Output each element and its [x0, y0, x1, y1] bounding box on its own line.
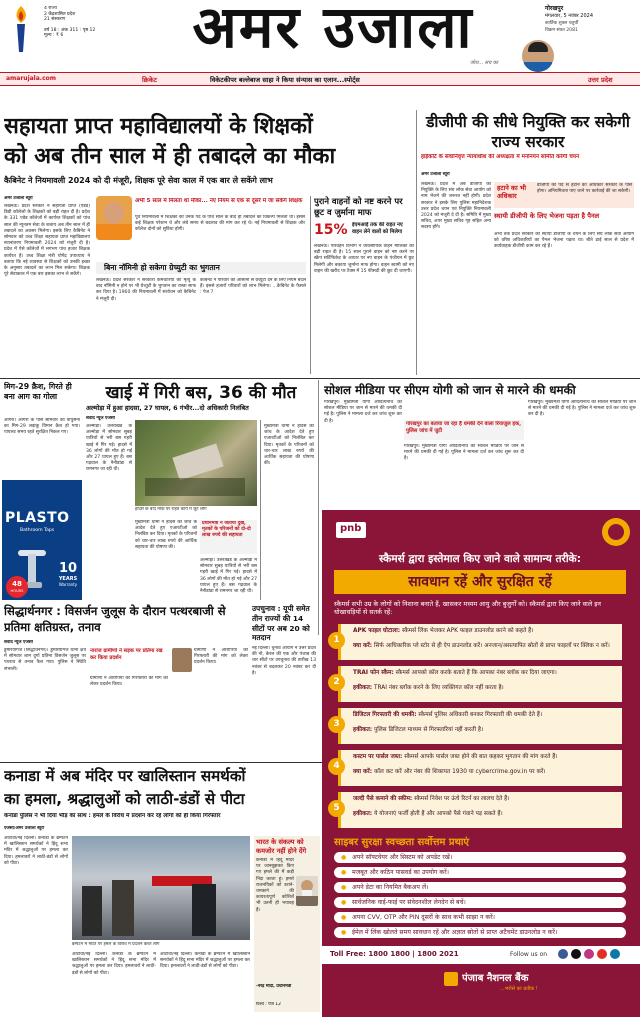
pnb-item-text: स्कैमर्स आपको कॉल करके बताते हैं कि आपका नंबर ब्लॉक कर दिया जाएगा।: [395, 670, 557, 676]
siddharth-headline: सिद्धार्थनगर : विसर्जन जुलूस के दौरान पत्थरबाजी से प्रतिमा क्षतिग्रस्त, तनाव: [4, 604, 226, 634]
torch-logo-icon: [8, 4, 34, 56]
warranty-years: 10: [58, 561, 78, 576]
modi-box-head: भारत के संकल्प को कमजोर नहीं होने देंगे: [256, 838, 307, 855]
pnb-item-title: डिजिटल गिरफ्तारी की धमकी:: [353, 712, 417, 718]
pnb-tip: ● सार्वजनिक वाई-फाई पर संवेदनशील लेनदेन से बचें।: [334, 897, 626, 908]
warranty-badge: [56, 562, 80, 596]
date: मंगलवार, 5 नवंबर 2024: [545, 13, 594, 19]
pnb-item-text: स्कैमर्स लिंक भेजकर APK फाइल डाउनलोड करने को कहते हैं।: [401, 628, 534, 634]
pnb-item-title: TRAI फोन स्कैम:: [353, 670, 394, 676]
bypoll-headline: उपचुनाव : यूपी समेत तीन राज्यों की 14 सीटों पर अब 20 को मतदान: [252, 604, 310, 643]
dgp-box-head: हटाने का भी अधिकार: [497, 184, 526, 200]
siddharth-byline: संवाद न्यूज एजेंसी: [4, 640, 33, 645]
siddharth-box-head: नाराज ग्रामीणों ने सड़क पर प्रतिमा रख कर किया प्रदर्शन: [90, 648, 163, 661]
quote-head: अभी 5 साल में मिलता था मौका... नए नियम से एक से दूसरे में जा सकेंगे शिक्षक: [135, 198, 303, 204]
canada-photo-caption: ब्रैम्पटन में मंदिर पर हमले के विरोध में प्रदर्शन करते लोग: [72, 942, 160, 947]
pnb-tips-title: साइबर सुरक्षा स्वच्छता सर्वोत्तम प्रथाएं: [334, 837, 470, 848]
pnb-footer-tag: ...भरोसे का प्रतीक !: [500, 986, 538, 992]
bus-body-4: मुख्यमंत्री धामी ने हादसे की जांच के आदेश देते हुए एआरटीओ को निलंबित कर दिया। मृतकों के परिजनों को चार-चार लाख रुपये की आर्थिक सहायता की घोषणा की।: [264, 424, 314, 467]
gratuity-head: बिना नॉमिनी हो सकेगा ग्रेच्युटी का भुगतान: [104, 263, 220, 272]
vehicle-head: पुराने वाहनों को नष्ट करने पर छूट व जुर्माना माफ: [314, 196, 403, 217]
masthead: [0, 0, 640, 90]
pnb-item: [333, 624, 622, 660]
bus-headline: खाई में गिरी बस, 36 की मौत: [105, 383, 297, 403]
tagline-states: 4 राज्य: [44, 6, 57, 11]
warranty-label: YEARS: [58, 576, 78, 582]
mig-headline: मिग-29 क्रैश, गिरते ही बना आग का गोला: [4, 382, 72, 401]
pnb-item-answer-text: पुलिस डिजिटल माध्यम से गिरफ्तारियां नहीं करती है।: [373, 727, 484, 733]
tagline-editions: 21 संस्करण: [44, 17, 65, 23]
pnb-tip: ● अपने डेटा का नियमित बैकअप लें।: [334, 882, 626, 893]
pnb-follow: Follow us on: [510, 951, 548, 958]
bus-photo: [135, 420, 257, 506]
pnb-intro: स्कैमर्स सभी उम्र के लोगों को निशाना बनाते हैं, खासकर मध्यम आयु और बुजुर्गों को। स्कैमर्स द्वारा किए जाने वाले इन धोखाधड़ियों से सतर्क रहें:: [334, 600, 601, 617]
pnb-item: [333, 708, 622, 744]
pnb-banner-text: सावधान रहें और सुरक्षित रहें: [408, 574, 552, 590]
youtube-icon[interactable]: [597, 949, 607, 959]
pnb-item-answer: हकीकत:: [353, 727, 373, 733]
social-body-2: गोरखपुर। मुख्यमंत्री योगी आदित्यनाथ को सोशल मीडिया पर जान से मारने की धमकी दी गई है। पुलिस ने मामला दर्ज कर जांच शुरू कर दी है।: [404, 444, 524, 462]
pnb-tollfree[interactable]: Toll Free: 1800 1800 | 1800 2021: [330, 950, 459, 958]
modi-photo: [296, 876, 318, 906]
dgp-subhead: हाईकोर्ट के सेवानिवृत्त न्यायाधीश की अध्यक्षता में मनोनयन समिति करेगी चयन: [421, 154, 580, 160]
police-photo: [172, 648, 192, 672]
siddharth-box-body: ग्रामीणों ने आरोपियों की गिरफ्तारी की मांग को लेकर प्रदर्शन किया।: [90, 676, 168, 688]
pnb-item-answer: हकीकत:: [353, 811, 373, 817]
pnb-item-title: कस्टम पर पार्सल जब्त:: [353, 754, 403, 760]
masthead-title: अमर उजाला: [192, 0, 474, 61]
delivery-label: HOURS: [10, 589, 24, 593]
pnb-item-text: स्कैमर्स पुलिस अधिकारी बनकर गिरफ्तारी की धमकी देते हैं।: [418, 712, 543, 718]
modi-box-body: कनाडा में हिंदू मंदिर पर जानबूझकर किए गए हमले की मैं कड़ी निंदा करता हूं। हमारे राजनयिकों को डराने-धमकाने की कायरतापूर्ण कोशिशें भी उतनी ही भयावह हैं।: [256, 858, 294, 913]
instagram-icon[interactable]: [584, 949, 594, 959]
plasto-brand: PLASTO: [5, 510, 70, 526]
pnb-item-text: स्कैमर्स निवेश पर ऊंचे रिटर्न का लालच देते हैं।: [414, 796, 510, 802]
pnb-item-answer: हकीकत:: [353, 685, 373, 691]
pnb-tip: ● ईमेल में लिंक खोलते समय सावधान रहें और अज्ञात स्रोतों से प्राप्त अटैचमेंट डाउनलोड न करें।: [334, 927, 626, 938]
dgp-box-body: डीजीपी को पद से हटाने का अधिकार सरकार के पास होगा। अनियमितता पाए जाने पर कार्रवाई की जा सकेगी।: [537, 183, 632, 195]
canada-body-2: ओटावा/नई दिल्ली। कनाडा के ब्रैम्पटन में खालिस्तान समर्थकों ने हिंदू सभा मंदिर में श्रद्धालुओं पर हमला कर दिया। हमलावरों ने लाठी-डंडों से लोगों को पीटा।: [72, 952, 156, 976]
dgp-side-body: अभी तक प्रदेश सरकार को स्थायी डीजीपी के चयन के लिए संघ लोक सेवा आयोग को वरिष्ठ अधिकारियों का पैनल भेजना पड़ता था। बीते ढाई साल से प्रदेश में कार्यवाहक डीजीपी काम कर रहे हैं।: [494, 232, 634, 250]
bus-subhead: अल्मोड़ा में हुआ हादसा, 27 घायल, 6 गंभीर...दो अधिकारी निलंबित: [86, 404, 249, 412]
edition-info: [44, 6, 124, 39]
flash-label: क्रिकेट: [142, 76, 157, 84]
yogi-photo: [96, 196, 132, 240]
lead-headline-2: को अब तीन साल में ही तबादले का मौका: [4, 144, 336, 169]
canada-body: ओटावा/नई दिल्ली। कनाडा के ब्रैम्पटन में खालिस्तान समर्थकों ने हिंदू सभा मंदिर में श्रद्धालुओं पर हमला कर दिया। हमलावरों ने लाठी-डंडों से लोगों को पीटा।: [4, 836, 68, 866]
pnb-footer-brand: पंजाब नैशनल बैंक: [462, 973, 529, 984]
pnb-item-problem: [353, 628, 616, 636]
pnb-item-number: 4: [328, 758, 345, 775]
pnb-item-answer-text: कॉल कट करें और नंबर की शिकायत 1930 या cybercrime.gov.in पर करें।: [373, 769, 546, 775]
plasto-tagline: Bathroom Taps: [20, 528, 55, 533]
pnb-item-number: 5: [328, 800, 345, 817]
lead-subhead: कैबिनेट ने नियमावली 2024 को दी मंजूरी, शिक्षक पूरे सेवा काल में एक बार ले सकेंगे लाभ: [4, 176, 273, 185]
social-headline: सोशल मीडिया पर सीएम योगी को जान से मारने की धमकी: [324, 383, 576, 397]
canada-body-3: ओटावा/नई दिल्ली। कनाडा के ब्रैम्पटन में खालिस्तान समर्थकों ने हिंदू सभा मंदिर में श्रद्धालुओं पर हमला कर दिया। हमलावरों ने लाठी-डंडों से लोगों को पीटा।: [160, 952, 250, 970]
price: मूल्य : ₹ 6: [44, 33, 64, 39]
delivery-badge: [6, 576, 28, 598]
gratuity-col2: कैबिनेट ने परिवार को आसानी से ग्रेच्युटी देने के लिए नियम बदले हैं। इससे हजारों परिवारों को लाभ मिलेगा। ...कैबिनेट के फैसले : पेज 7: [200, 278, 306, 296]
lead-headline-1: सहायता प्राप्त महाविद्यालयों के शिक्षकों: [4, 114, 313, 139]
pnb-item-solution: [353, 643, 616, 651]
tagline-uts: 2 केंद्रशासित प्रदेश: [44, 11, 76, 17]
pnb-item-answer-text: TRAI नंबर ब्लॉक करने के लिए व्यक्तिगत कॉल नहीं करता है।: [373, 685, 504, 691]
canada-headline-1: कनाडा में अब मंदिर पर खालिस्तान समर्थकों: [4, 767, 246, 785]
hanuman-emblem-icon: [602, 518, 630, 546]
bus-body-3: अल्मोड़ा। उत्तराखंड के अल्मोड़ा में सोमवार सुबह यात्रियों से भरी बस गहरी खाई में गिर गई। हादसे में 36 लोगों की मौत हो गई और 27 घायल हुए हैं। बस गढ़वाल के नैनीडांडा से रामनगर जा रही थी।: [200, 558, 257, 595]
lead-body: लखनऊ। प्रदेश सरकार ने सहायता प्राप्त (एडेड) डिग्री कॉलेजों के शिक्षकों को बड़ी राहत दी है। प्रदेश के 331 एडेड कॉलेजों में कार्यरत शिक्षकों को पांच साल की न्यूनतम सेवा के बजाय अब तीन साल में ही तबादले का अवसर मिलेगा। इसके लिए कैबिनेट ने सोमवार को उच्च शिक्षा सहायता प्राप्त महाविद्यालय स्थानांतरण नियमावली 2024 को मंजूरी दी है। प्रदेश में ऐसे कॉलेजों में लगभग पांच हजार शिक्षक कार्यरत हैं। उच्च शिक्षा मंत्री योगेंद्र उपाध्याय ने बताया कि नई व्यवस्था से शिक्षकों को उनकी इच्छा के अनुसार तबादले का लाभ मिल सकेगा। शिक्षक पूरे सेवाकाल में एक बार इसका लाभ ले सकेंगे।: [4, 204, 90, 278]
canada-headline-2: का हमला, श्रद्धालुओं को लाठी-डंडों से पीटा: [4, 790, 245, 808]
social-body: गोरखपुर। मुख्यमंत्री योगी आदित्यनाथ को सोशल मीडिया पर जान से मारने की धमकी दी गई है। पुलिस ने मामला दर्ज कर जांच शुरू कर दी है।: [324, 400, 402, 424]
plasto-ad[interactable]: [2, 480, 82, 600]
pnb-item-solution: [353, 727, 616, 735]
pnb-item-problem: [353, 670, 616, 678]
vikram-samvat: विक्रम संवत 2081: [545, 28, 578, 33]
pnb-item-number: 2: [328, 674, 345, 691]
pnb-tip: ● अपना CVV, OTP और PIN दूसरों के साथ कभी साझा न करें।: [334, 912, 626, 923]
motto: जोश... सच का: [470, 60, 499, 66]
pnb-item: [333, 792, 622, 828]
bus-body-2: मुख्यमंत्री धामी ने हादसे की जांच के आदेश देते हुए एआरटीओ को निलंबित कर दिया। मृतकों के परिजनों को चार-चार लाख रुपये की आर्थिक सहायता की घोषणा की।: [135, 520, 197, 550]
pnb-item-problem: [353, 712, 616, 720]
bypoll-body: नई दिल्ली। चुनाव आयोग ने उत्तर प्रदेश की नौ, केरल की एक और पंजाब की चार सीटों पर उपचुनाव की तारीख 13 नवंबर से बदलकर 20 नवंबर कर दी है।: [252, 646, 316, 676]
pnb-item-number: 1: [328, 632, 345, 649]
vehicle-body: लखनऊ। परिवहन विभाग ने व्यवसायिक वाहन मालिकों को बड़ी राहत दी है। 15 साल पुराने वाहन को नष्ट करने पर स्क्रैप सर्टिफिकेट के आधार पर नए वाहन के पंजीयन में छूट मिलेगी और बकाया जुर्माना माफ होगा। वाहन स्वामी को नए वाहन की खरीद पर टैक्स में 15 फीसदी की छूट दी जाएगी।: [314, 244, 414, 274]
dgp-side-head: स्थायी डीजीपी के लिए भेजना पड़ता है पैनल: [494, 212, 600, 220]
dgp-headline: डीजीपी की सीधे नियुक्ति कर सकेगी राज्य सरकार: [426, 113, 630, 151]
pnb-item-solution: [353, 769, 616, 777]
pnb-tip: ● मजबूत और कठिन पासवर्ड का उपयोग करें।: [334, 867, 626, 878]
siddharth-body-2: ग्रामीणों ने आरोपियों की गिरफ्तारी की मांग को लेकर प्रदर्शन किया।: [194, 648, 248, 666]
warranty-sub: Warranty: [58, 582, 78, 587]
pnb-item-answer: क्या करें:: [353, 769, 373, 775]
pnb-item-title: जल्दी पैसे कमाने की स्कीम:: [353, 796, 413, 802]
pnb-item-solution: [353, 811, 616, 819]
bus-byline: संवाद न्यूज एजेंसी: [86, 416, 115, 421]
website-link[interactable]: amarujala.com: [6, 75, 57, 82]
mig-body: आगरा। आगरा के पास सोमवार को वायुसेना का मिग-29 लड़ाकू विमान क्रैश हो गया। पायलट समय रहते सुरक्षित निकल गए।: [4, 418, 80, 436]
pnb-logo: [336, 522, 366, 538]
linkedin-icon[interactable]: [610, 949, 620, 959]
vehicle-sub: ईएमआई तक की राहत नए वाहन लेने वालों को मिलेगा: [352, 222, 403, 235]
social-body-3: गोरखपुर। मुख्यमंत्री योगी आदित्यनाथ को सोशल मीडिया पर जान से मारने की धमकी दी गई है। पुलिस ने मामला दर्ज कर जांच शुरू कर दी है।: [528, 400, 636, 418]
modi-sign: -नरेंद्र मोदी, प्रधानमंत्री: [256, 984, 292, 989]
pnb-item-number: 3: [328, 716, 345, 733]
pnb-logo-text: pnb: [340, 523, 362, 534]
social-box-text: गोरखपुर का बताया जा रहा है धमकी देने वाला रियाजुल हक, पुलिस जांच में जुटी: [406, 421, 522, 434]
state-label: उत्तर प्रदेश: [588, 76, 613, 84]
siddharth-body: डुमरियागंज (सिद्धार्थनगर)। डुमरियागंज थाना क्षेत्र में सोमवार शाम दुर्गा प्रतिमा विसर्जन जुलूस पर पथराव से तनाव फैल गया। पुलिस ने स्थिति संभाली।: [4, 648, 86, 672]
dgp-body: लखनऊ। प्रदेश में अब डीजीपी की नियुक्ति के लिए संघ लोक सेवा आयोग को नाम भेजने की जरूरत नहीं होगी। प्रदेश सरकार ने इसके लिए पुलिस महानिदेशक उत्तर प्रदेश चयन एवं नियुक्ति नियमावली 2024 को मंजूरी दे दी है। समिति में मुख्य सचिव, अपर मुख्य सचिव गृह सहित अन्य सदस्य होंगे।: [421, 182, 491, 231]
bus-pm-text: प्रधानमंत्री ने जताया दुख, मृतकों के परिजनों को दो-दो लाख रुपये की सहायता: [202, 521, 251, 539]
social-icons[interactable]: [558, 949, 638, 961]
pnb-footer-logo-icon: [444, 972, 458, 986]
city: गोरखपुर: [545, 5, 564, 12]
gratuity-body: लखनऊ। प्रदेश सरकार ने सरकारी कर्मचारियों की मृत्यु के बाद नॉमिनी न होने पर भी ग्रेच्युटी के भुगतान का रास्ता साफ कर दिया है। 1960 की नियमावली में संशोधन को कैबिनेट ने मंजूरी दी।: [96, 278, 196, 302]
canada-photo: [72, 836, 250, 940]
dgp-byline: अमर उजाला ब्यूरो: [421, 172, 450, 177]
x-icon[interactable]: [571, 949, 581, 959]
pnb-item-problem: [353, 796, 616, 804]
pnb-item: [333, 666, 622, 702]
lead-byline: अमर उजाला ब्यूरो: [4, 196, 33, 201]
bus-photo-caption: हादसे के बाद मौके पर राहत कार्य में जुटे लोग: [135, 507, 207, 512]
pnb-item-answer-text: ये योजनाएं फर्जी होती हैं और आपको पैसे गंवाने पड़ सकते हैं।: [373, 811, 503, 817]
pnb-tip: ● अपने सॉफ्टवेयर और सिस्टम को अपडेट रखें।: [334, 852, 626, 863]
flash-text: विकेटकीपर बल्लेबाज साहा ने किया संन्यास का एलान...स्पोर्ट्स: [210, 76, 360, 84]
cricketer-photo: [522, 40, 554, 72]
facebook-icon[interactable]: [558, 949, 568, 959]
pnb-item-title: APK फाइल घोटाला:: [353, 628, 401, 634]
pnb-item-answer: क्या करें:: [353, 643, 373, 649]
canada-byline: एजेंसी/अमर उजाला ब्यूरो: [4, 826, 45, 831]
date-block: [545, 4, 635, 33]
bus-body: अल्मोड़ा। उत्तराखंड के अल्मोड़ा में सोमवार सुबह यात्रियों से भरी बस गहरी खाई में गिर गई। हादसे में 36 लोगों की मौत हो गई और 27 घायल हुए हैं। बस गढ़वाल के नैनीडांडा से रामनगर जा रही थी।: [86, 424, 132, 473]
vehicle-pct: 15%: [314, 222, 348, 238]
quote-body: पूर्व नियमावली में शिक्षकों को उनके पद के पांच साल के बाद ही तबादले का विकल्प मिलता था। इससे कई शिक्षक परेशान थे और लंबे समय से बदलाव की मांग कर रहे थे। नई नियमावली से शिक्षक और कॉलेज दोनों को सुविधा होगी।: [135, 215, 305, 233]
pnb-item: [333, 750, 622, 786]
pnb-headline: स्कैमर्स द्वारा इस्तेमाल किए जाने वाले सामान्य तरीके:: [379, 553, 581, 565]
canada-page-ref: विश्व : पेज 12: [256, 1002, 281, 1007]
pnb-item-problem: [353, 754, 616, 762]
hindu-date: कार्तिक शुक्ल चतुर्थी: [545, 21, 579, 26]
volume-info: वर्ष 18 : अंक 311 : पृष्ठ 12: [44, 27, 96, 33]
pnb-item-text: स्कैमर्स आपके पार्सल जब्त होने की बात कहकर भुगतान की मांग करते हैं।: [404, 754, 558, 760]
pnb-item-answer-text: सिर्फ आधिकारिक प्ले स्टोर से ही ऐप डाउनलोड करें। अनजान/असत्यापित स्रोतों से प्राप्त फाइलों पर क्लिक न करें।: [373, 643, 610, 649]
canada-subhead: कनाडा पुलिस ने भी दिया भीड़ का साथ : हमले के विरोध में प्रदर्शन कर रहे लोगों को ही किया गिरफ्तार: [4, 813, 221, 819]
delivery-hours: 48: [12, 580, 22, 588]
pnb-item-solution: [353, 685, 616, 693]
